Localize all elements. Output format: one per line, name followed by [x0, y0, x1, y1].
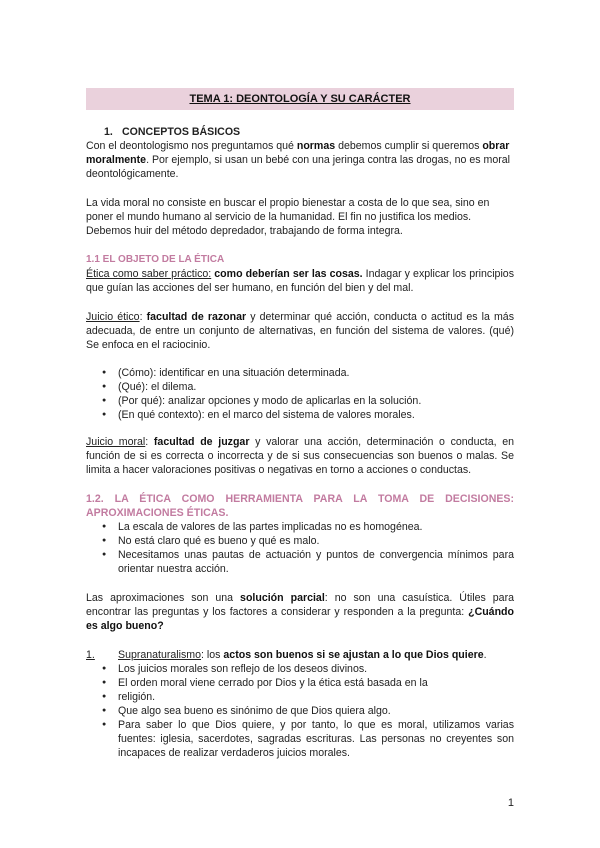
- p4-underlined: Juicio ético: [86, 311, 140, 323]
- p1-bold-obrar: obrar moralmente: [86, 140, 510, 166]
- item-1-number: 1.: [86, 649, 95, 661]
- p1-text-a: Con el deontologismo nos preguntamos qué: [86, 140, 297, 152]
- p6-bold: solución parcial: [240, 592, 325, 604]
- p5-text: y valorar una acción, determinación o conducta, en función de si es correcta o incorrecta y de si sus consecuencias son buenos o malas. Se limita a hacer valoraciones positivas o negativas en torno a acciones o conductas.: [86, 436, 515, 476]
- p4-sep: :: [139, 311, 147, 323]
- item-1-label: Supranaturalismo: [118, 649, 202, 661]
- list-item: ● Para saber lo que Dios quiere, y por tanto, lo que es moral, utilizamos varias fuentes: iglesia, sacerdotes, sagradas escrituras. Las personas no creyentes son incapaces de realizar verdaderos juicios morales.: [86, 718, 514, 760]
- paragraph-6: [86, 591, 514, 633]
- section-1-2-heading: 1.2. LA ÉTICA COMO HERRAMIENTA PARA LA TOMA DE DECISIONES: APROXIMACIONES ÉTICAS.: [86, 493, 514, 519]
- bullet-list-1: [86, 366, 514, 422]
- item-1-bold: actos son buenos si se ajustan a lo que Dios quiere: [223, 649, 484, 661]
- section-1: [86, 125, 514, 181]
- p5-sep: :: [145, 436, 154, 448]
- list-item: ● No está claro qué es bueno y qué es malo.: [86, 534, 514, 548]
- p1-text-e: . Por ejemplo, si usan un bebé con una jeringa contra las drogas, no es moral deontológicamente.: [86, 154, 510, 180]
- p3-bold: como deberían ser las cosas.: [211, 268, 363, 280]
- list-item: ● religión.: [86, 690, 514, 704]
- list-item: ● (Cómo): identificar en una situación determinada.: [86, 366, 514, 380]
- bullet-list-3: [86, 662, 514, 760]
- p6-text-a: Las aproximaciones son una: [86, 592, 241, 604]
- p4-text: y determinar qué acción, conducta o actitud es la más adecuada, de entre un conjunto de alternativas, en función del sistema de valores. (qué) Se enfoca en el raciocinio.: [86, 311, 514, 351]
- section-1-heading: [86, 125, 514, 139]
- p3-text: Indagar y explicar los principios que guían las acciones del ser humano, en función del bien y del mal.: [86, 268, 514, 294]
- paragraph-5: [86, 435, 514, 477]
- p6-question: ¿Cuándo es algo bueno?: [86, 606, 514, 632]
- numbered-item-1: [86, 648, 514, 662]
- p4-bold: facultad de razonar: [146, 311, 247, 323]
- item-1-end: .: [483, 649, 487, 661]
- item-1-sep: : los: [201, 649, 224, 661]
- section-1-1-heading: 1.1 EL OBJETO DE LA ÉTICA: [86, 254, 225, 265]
- list-item: ● La escala de valores de las partes implicadas no es homogénea.: [86, 520, 514, 534]
- title-banner: [86, 88, 514, 110]
- bullet-list-2: [86, 520, 514, 576]
- p6-text-c: : no son una casuística. Útiles para encontrar las preguntas y los factores a considerar y responden a la pregunta:: [86, 592, 514, 618]
- section-1-number: 1.: [104, 126, 113, 138]
- paragraph-3: [86, 267, 514, 295]
- list-item: ● El orden moral viene cerrado por Dios y la ética está basada en la: [86, 676, 514, 690]
- section-1-title: CONCEPTOS BÁSICOS: [122, 126, 241, 138]
- p1-text-c: debemos cumplir si queremos: [335, 140, 483, 152]
- list-item: ● Los juicios morales son reflejo de los deseos divinos.: [86, 662, 514, 676]
- page-number: 1: [507, 797, 514, 809]
- list-item: ● Necesitamos unas pautas de actuación y puntos de convergencia mínimos para orientar nuestra acción.: [86, 548, 514, 576]
- paragraph-1: [86, 139, 514, 181]
- list-item: ● (En qué contexto): en el marco del sistema de valores morales.: [86, 408, 514, 422]
- section-1-1: [86, 253, 514, 295]
- page-title: TEMA 1: DEONTOLOGÍA Y SU CARÁCTER: [189, 93, 411, 105]
- list-item: ● (Por qué): analizar opciones y modo de aplicarlas en la solución.: [86, 394, 514, 408]
- p5-underlined: Juicio moral: [86, 436, 146, 448]
- list-item: ● Que algo sea bueno es sinónimo de que Dios quiera algo.: [86, 704, 514, 718]
- p1-bold-normas: normas: [296, 140, 336, 152]
- paragraph-2: La vida moral no consiste en buscar el propio bienestar a costa de lo que sea, sino en poner el mundo humano al servicio de la humanidad. El fin no justifica los medios. Debemos huir del método depredador, trabajando de forma integra.: [86, 197, 490, 237]
- paragraph-4: [86, 310, 514, 352]
- p3-underlined: Ética como saber práctico:: [86, 268, 212, 280]
- p5-bold: facultad de juzgar: [153, 436, 250, 448]
- list-item: ● (Qué): el dilema.: [86, 380, 514, 394]
